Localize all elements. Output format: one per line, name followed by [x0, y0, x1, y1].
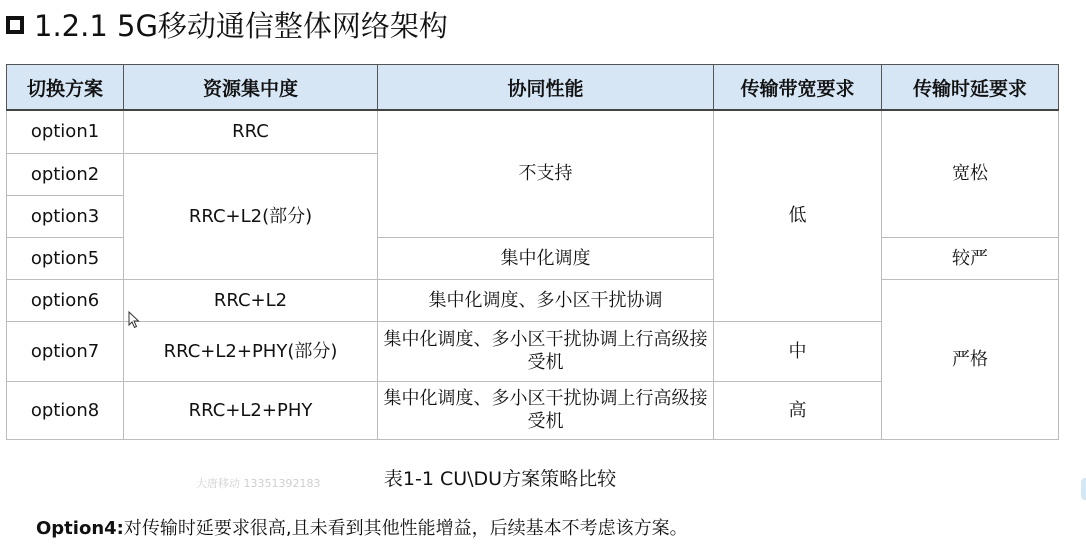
- cell-coordination: 集中化调度: [378, 237, 714, 279]
- mouse-pointer-icon: [128, 311, 140, 329]
- cell-bandwidth: 中: [714, 321, 882, 381]
- window-edge-handle: [1081, 478, 1086, 500]
- cu-du-comparison-table: [6, 64, 1059, 440]
- cell-centralization: RRC+L2(部分): [124, 153, 378, 279]
- cell-coordination: 集中化调度、多小区干扰协调: [378, 279, 714, 321]
- cell-option: option7: [7, 321, 124, 381]
- cell-coordination: 集中化调度、多小区干扰协调上行高级接受机: [378, 381, 714, 439]
- cell-latency: 较严: [882, 237, 1059, 279]
- section-heading: [6, 2, 448, 46]
- cell-coordination: 不支持: [378, 110, 714, 237]
- cell-coordination: 集中化调度、多小区干扰协调上行高级接受机: [378, 321, 714, 381]
- cell-centralization: RRC: [124, 110, 378, 153]
- cell-option: option6: [7, 279, 124, 321]
- cell-bandwidth: 高: [714, 381, 882, 439]
- cell-option: option3: [7, 195, 124, 237]
- table-caption: 表1-1 CU\DU方案策略比较: [383, 468, 617, 490]
- table-row: [7, 279, 1059, 321]
- cell-option: option2: [7, 153, 124, 195]
- cell-latency: 严格: [882, 279, 1059, 439]
- option4-note: [36, 514, 688, 540]
- header-latency: 传输时延要求: [882, 65, 1059, 111]
- header-centralization: 资源集中度: [124, 65, 378, 111]
- header-split-option: 切换方案: [7, 65, 124, 111]
- header-coordination: 协同性能: [378, 65, 714, 111]
- cell-option: option1: [7, 110, 124, 153]
- watermark-text: 大唐移动 13351392183: [196, 477, 321, 490]
- table-header-row: [7, 65, 1059, 111]
- cell-option: option5: [7, 237, 124, 279]
- cell-centralization: RRC+L2+PHY: [124, 381, 378, 439]
- cell-centralization: RRC+L2+PHY(部分): [124, 321, 378, 381]
- section-heading-text: 1.2.1 5G移动通信整体网络架构: [34, 8, 448, 43]
- cell-option: option8: [7, 381, 124, 439]
- note-text: 对传输时延要求很高,且未看到其他性能增益，后续基本不考虑该方案。: [123, 518, 688, 539]
- cell-latency: 宽松: [882, 110, 1059, 237]
- cell-centralization: RRC+L2: [124, 279, 378, 321]
- table-row: [7, 110, 1059, 153]
- square-outline-icon: [6, 16, 24, 34]
- note-label: Option4:: [36, 518, 124, 539]
- cell-bandwidth: 低: [714, 110, 882, 321]
- header-bandwidth: 传输带宽要求: [714, 65, 882, 111]
